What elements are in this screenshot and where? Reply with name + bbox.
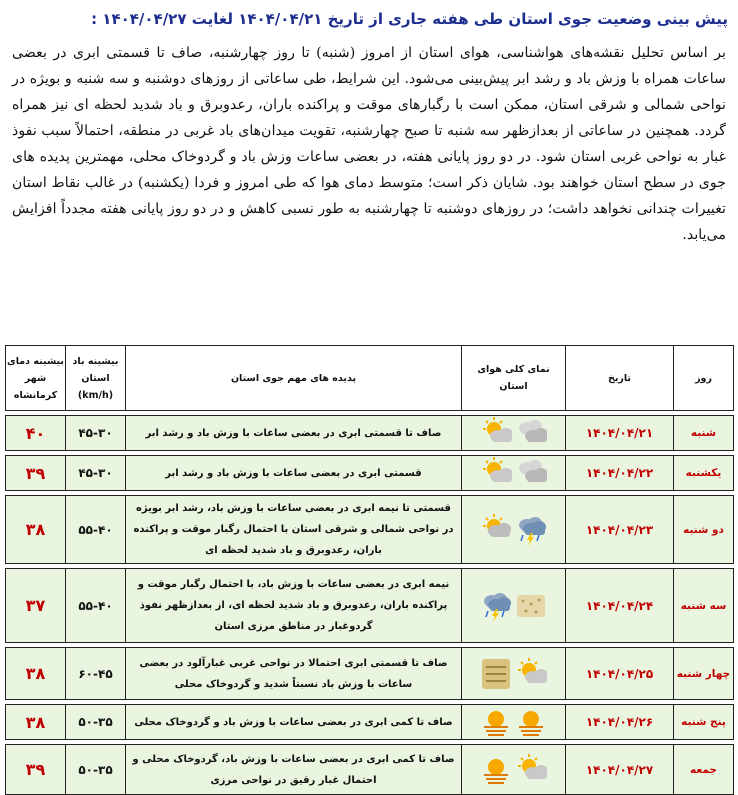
- wind-cell: ۵۰-۳۵: [66, 745, 126, 795]
- overview-cell: [462, 416, 566, 451]
- overview-cell: [462, 496, 566, 564]
- table-row: [6, 496, 734, 564]
- temp-cell: ۳۸: [6, 648, 66, 700]
- table-row: [6, 456, 734, 491]
- wind-cell: ۵۵-۴۰: [66, 496, 126, 564]
- overview-cell: [462, 648, 566, 700]
- overview-cell: [462, 745, 566, 795]
- hazy-sun-icon: [480, 705, 512, 739]
- cloudy-icon: [515, 416, 547, 450]
- phenomena-cell: صاف تا قسمتی ابری احتمالا در نواحی غربی غبارآلود در بعضی ساعات با وزش باد نسبتاً شدید و گردوخاک محلی: [126, 648, 462, 700]
- date-cell: ۱۴۰۴/۰۴/۲۷: [566, 745, 674, 795]
- date-cell: ۱۴۰۴/۰۴/۲۶: [566, 705, 674, 740]
- temp-cell: ۳۷: [6, 569, 66, 643]
- date-cell: ۱۴۰۴/۰۴/۲۲: [566, 456, 674, 491]
- phenomena-cell: صاف تا قسمتی ابری در بعضی ساعات با وزش باد و رشد ابر: [126, 416, 462, 451]
- hazy-sun-icon: [515, 705, 547, 739]
- forecast-paragraph: بر اساس تحلیل نقشه‌های هواشناسی، هوای استان از امروز (شنبه) تا روز چهارشنبه، صاف تا قسمتی ابری در بعضی ساعات همراه با وزش باد و رشد ابر پیش‌بینی می‌شود. این شرایط، طی ساعاتی از روزهای دوشنبه و سه شنبه و بویژه در نواحی شمالی و شرقی استان، ممکن است با رگبارهای موقت و پراکنده باران، رعدوبرق و باد شدید لحظه ای نیز همراه گردد. همچنین در ساعاتی از بعدازظهر سه شنبه تا صبح چهارشنبه، تقویت میدان‌های باد غربی در منطقه، احتمالاً سبب نفوذ غبار به نواحی غربی استان شود. در دو روز پایانی هفته، در بعضی ساعات وزش باد و گردوخاک محلی، مهمترین پدیده های جوی در سطح استان خواهند بود. شایان ذکر است؛ متوسط دمای هوا که طی امروز و فردا (یکشنبه) در غالب نقاط استان تغییرات چندانی نخواهد داشت؛ در روزهای دوشنبه تا چهارشنبه به طور نسبی کاهش و در دو روز پایانی هفته مجدداً افزایش می‌یابد.: [12, 45, 726, 243]
- thunderstorm-rain-icon: [480, 589, 512, 623]
- day-cell: پنج شنبه: [674, 705, 734, 740]
- dust-icon: [515, 589, 547, 623]
- table-row: [6, 569, 734, 643]
- date-cell: ۱۴۰۴/۰۴/۲۳: [566, 496, 674, 564]
- cloudy-icon: [515, 456, 547, 490]
- dust-storm-icon: [480, 657, 512, 691]
- day-cell: سه شنبه: [674, 569, 734, 643]
- table-row: [6, 416, 734, 451]
- table-row: [6, 745, 734, 795]
- partly-cloudy-sun-icon: [480, 416, 512, 450]
- header-day: روز: [674, 346, 734, 411]
- temp-cell: ۳۸: [6, 496, 66, 564]
- header-phenomena: پدیده های مهم جوی استان: [126, 346, 462, 411]
- temp-cell: ۳۸: [6, 705, 66, 740]
- day-cell: شنبه: [674, 416, 734, 451]
- day-cell: جمعه: [674, 745, 734, 795]
- header-date: تاریخ: [566, 346, 674, 411]
- phenomena-cell: نیمه ابری در بعضی ساعات با وزش باد، با احتمال رگبار موقت و پراکنده باران، رعدوبرق و باد شدید لحظه ای، از بعدازظهر نفوذ گردوغبار در مناطق مرزی استان: [126, 569, 462, 643]
- forecast-table: [5, 345, 734, 795]
- temp-cell: ۴۰: [6, 416, 66, 451]
- wind-cell: ۵۵-۴۰: [66, 569, 126, 643]
- partly-cloudy-sun-icon: [515, 657, 547, 691]
- day-cell: یکشنبه: [674, 456, 734, 491]
- header-temp: بیشینه دمای شهر کرمانشاه: [6, 346, 66, 411]
- wind-cell: ۴۵-۳۰: [66, 456, 126, 491]
- day-cell: دو شنبه: [674, 496, 734, 564]
- wind-cell: ۵۰-۳۵: [66, 705, 126, 740]
- header-overview: نمای کلی هوای استان: [462, 346, 566, 411]
- phenomena-cell: صاف تا کمی ابری در بعضی ساعات با وزش باد و گردوخاک محلی: [126, 705, 462, 740]
- date-cell: ۱۴۰۴/۰۴/۲۴: [566, 569, 674, 643]
- phenomena-cell: صاف تا کمی ابری در بعضی ساعات با وزش باد، گردوخاک محلی و احتمال غبار رقیق در نواحی مرزی: [126, 745, 462, 795]
- table-row: [6, 648, 734, 700]
- overview-cell: [462, 456, 566, 491]
- phenomena-cell: قسمتی ابری در بعضی ساعات با وزش باد و رشد ابر: [126, 456, 462, 491]
- partly-cloudy-sun-icon: [480, 456, 512, 490]
- overview-cell: [462, 705, 566, 740]
- table-row: [6, 705, 734, 740]
- wind-cell: ۶۰-۴۵: [66, 648, 126, 700]
- temp-cell: ۳۹: [6, 456, 66, 491]
- overview-cell: [462, 569, 566, 643]
- partly-cloudy-icon: [480, 513, 512, 547]
- partly-cloudy-sun-icon: [515, 753, 547, 787]
- date-cell: ۱۴۰۴/۰۴/۲۱: [566, 416, 674, 451]
- header-wind: بیشینه باد استان (km/h): [66, 346, 126, 411]
- wind-cell: ۴۵-۳۰: [66, 416, 126, 451]
- day-cell: چهار شنبه: [674, 648, 734, 700]
- phenomena-cell: قسمتی تا نیمه ابری در بعضی ساعات با وزش باد، رشد ابر بویژه در نواحی شمالی و شرقی استان با احتمال رگبار موقت و پراکنده باران، رعدوبرق و باد شدید لحظه ای: [126, 496, 462, 564]
- thunderstorm-rain-icon: [515, 513, 547, 547]
- hazy-sun-icon: [480, 753, 512, 787]
- date-cell: ۱۴۰۴/۰۴/۲۵: [566, 648, 674, 700]
- page-title: پیش بینی وضعیت جوی استان طی هفته جاری از تاریخ ۱۴۰۴/۰۴/۲۱ لغایت ۱۴۰۴/۰۴/۲۷ :: [91, 10, 728, 28]
- temp-cell: ۳۹: [6, 745, 66, 795]
